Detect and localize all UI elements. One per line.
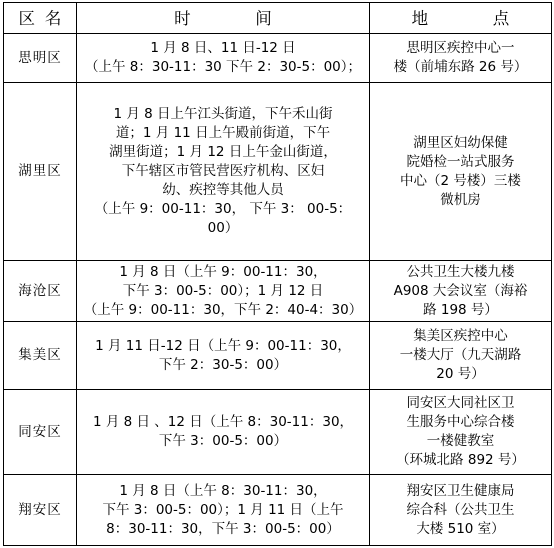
place-line: 一楼大厅（九天湖路 xyxy=(399,347,522,363)
schedule-table-wrapper xyxy=(3,2,552,546)
time-cell xyxy=(77,390,370,475)
place-line: 思明区疾控中心一 xyxy=(406,40,515,56)
time-cell xyxy=(77,83,370,261)
place-line: 翔安区卫生健康局 xyxy=(406,482,515,499)
district-cell: 海沧区 xyxy=(4,261,77,322)
place-line: 湖里区妇幼保健 xyxy=(413,134,508,151)
place-cell xyxy=(370,475,552,546)
time-line: 下午辖区市管民营医疗机构、区妇 xyxy=(121,163,325,179)
table-row xyxy=(4,34,552,83)
time-cell xyxy=(77,475,370,546)
place-line: 综合科（公共卫生 xyxy=(406,501,515,518)
time-line: 1 月 8 日（上午 8：30-11：30， xyxy=(119,482,327,499)
time-line: 幼、疾控等其他人员 xyxy=(162,182,284,198)
time-line: 1 月 8 日上午江头街道，下午禾山街 xyxy=(113,106,333,122)
place-line: 集美区疾控中心 xyxy=(413,328,508,344)
place-cell xyxy=(370,322,552,390)
time-line: 道；1 月 11 日上午殿前街道，下午 xyxy=(115,125,331,141)
header-time: 时 间 xyxy=(77,3,370,34)
place-cell xyxy=(370,34,552,83)
place-line: 20 号） xyxy=(436,366,485,382)
place-cell xyxy=(370,261,552,322)
time-line: 湖里街道；1 月 12 日上午金山街道， xyxy=(109,144,337,160)
place-line: 一楼健教室 xyxy=(426,433,495,449)
place-cell xyxy=(370,390,552,475)
table-row xyxy=(4,261,552,322)
district-cell: 湖里区 xyxy=(4,83,77,261)
header-district: 区名 xyxy=(4,3,77,34)
time-line: （上午 9：00-11：30，下午 2：40-4：30） xyxy=(83,301,363,318)
place-line: 生服务中心综合楼 xyxy=(406,414,515,430)
table-row xyxy=(4,83,552,261)
place-cell xyxy=(370,83,552,261)
table-row xyxy=(4,475,552,546)
time-line: 1 月 8 日 、12 日（上午 8：30-11：30， xyxy=(92,414,354,430)
table-row xyxy=(4,322,552,390)
time-line: 00） xyxy=(207,220,239,236)
header-row xyxy=(4,3,552,34)
time-line: （上午 9：00-11：30， 下午 3： 00-5： xyxy=(94,201,352,217)
time-line: 下午 3：00-5：00）；1 月 11 日（上午 xyxy=(102,501,344,518)
place-line: 路 198 号） xyxy=(423,301,498,318)
time-line: 1 月 8 日（上午 9：00-11：30， xyxy=(119,263,327,280)
district-cell: 同安区 xyxy=(4,390,77,475)
time-line: 1 月 11 日-12 日（上午 9：00-11：30， xyxy=(95,337,351,354)
header-place: 地 点 xyxy=(370,3,552,34)
schedule-table xyxy=(3,2,552,546)
time-line: 下午 3：00-5：00） xyxy=(158,433,288,449)
place-line: 同安区大同社区卫 xyxy=(406,395,515,411)
district-cell: 思明区 xyxy=(4,34,77,83)
time-line: 8：30-11：30，下午 3：00-5：00） xyxy=(106,520,340,537)
time-cell xyxy=(77,34,370,83)
place-line: 院婚检一站式服务 xyxy=(406,153,515,170)
place-line: （环城北路 892 号） xyxy=(396,452,525,468)
time-cell xyxy=(77,261,370,322)
place-line: 大楼 510 室） xyxy=(416,520,505,537)
place-line: 楼（前埔东路 26 号） xyxy=(393,59,528,75)
district-cell: 翔安区 xyxy=(4,475,77,546)
table-row xyxy=(4,390,552,475)
time-line: 1 月 8 日、11 日-12 日 xyxy=(150,40,296,56)
time-line: 下午 3：00-5：00）；1 月 12 日 xyxy=(122,282,324,299)
time-line: 下午 2：30-5：00） xyxy=(158,356,288,373)
place-line: A908 大会议室（海裕 xyxy=(393,282,528,299)
district-cell: 集美区 xyxy=(4,322,77,390)
place-line: 公共卫生大楼九楼 xyxy=(406,263,515,280)
time-cell xyxy=(77,322,370,390)
place-line: 微机房 xyxy=(440,191,481,208)
time-line: （上午 8：30-11：30 下午 2：30-5：00）； xyxy=(84,59,362,75)
place-line: 中心（2 号楼）三楼 xyxy=(400,172,521,189)
